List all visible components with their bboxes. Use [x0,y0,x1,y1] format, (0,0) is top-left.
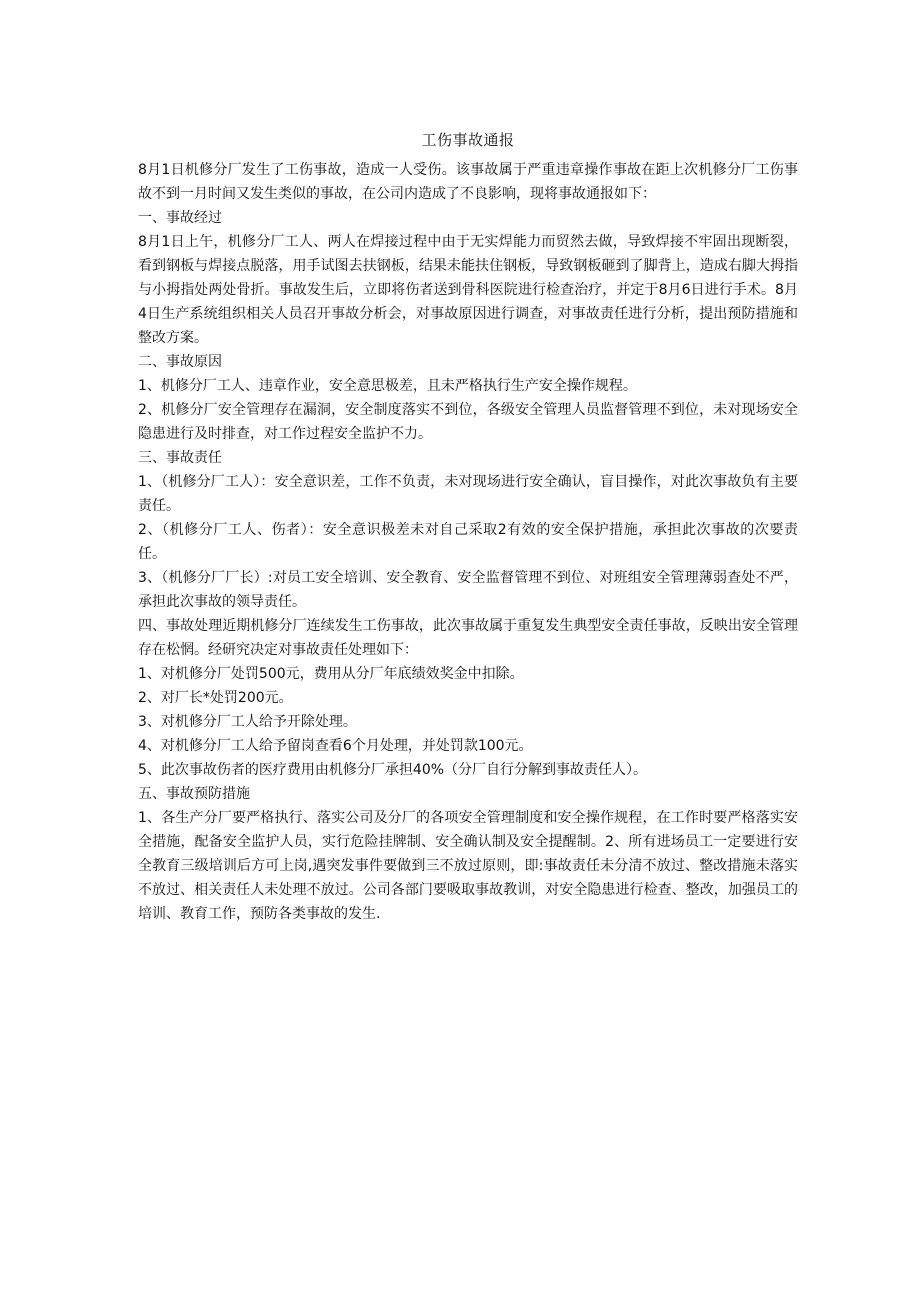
handling-item-4: 4、对机修分厂工人给予留岗查看6个月处理，并处罚款100元。 [138,738,533,754]
section-heading-accident-handling: 四、事故处理近期机修分厂连续发生工伤事故，此次事故属于重复发生典型安全责任事故，反映出安全管理存在松惘。经研究决定对事故责任处理如下： [138,618,798,658]
document-page [138,128,798,926]
handling-item-5: 5、此次事故伤者的医疗费用由机修分厂承担40%（分厂自行分解到事故责任人）。 [138,762,648,778]
section-heading-prevention: 五、事故预防措施 [138,786,250,802]
handling-item-2: 2、对厂长*处罚200元。 [138,690,293,706]
section-heading-accident-process: 一、事故经过 [138,210,222,226]
cause-item-1: 1、机修分厂工人、违章作业，安全意思极差，且未严格执行生产安全操作规程。 [138,378,637,394]
prevention-paragraph: 1、各生产分厂要严格执行、落实公司及分厂的各项安全管理制度和安全操作规程，在工作时要严格落实安全措施，配备安全监护人员，实行危险挂牌制、安全确认制及安全提醒制。2、所有进场员工一定要进行安全教育三级培训后方可上岗,遇突发事件要做到三不放过原则，即:事故责任未分清不放过、整改措施未落实不放过、相关责任人未处理不放过。公司各部门要吸取事故教训，对安全隐患进行检查、整改，加强员工的培训、教育工作，预防各类事故的发生. [138,810,798,922]
intro-paragraph: 8月1日机修分厂发生了工伤事故，造成一人受伤。该事故属于严重违章操作事故在距上次机修分厂工伤事故不到一月时间又发生类似的事故，在公司内造成了不良影响，现将事故通报如下： [138,162,798,202]
responsibility-item-2: 2、（机修分厂工人、伤者）：安全意识极差未对自己采取2有效的安全保护措施，承担此次事故的次要责任。 [138,522,798,562]
cause-item-2: 2、机修分厂安全管理存在漏洞，安全制度落实不到位，各级安全管理人员监督管理不到位，未对现场安全隐患进行及时排查，对工作过程安全监护不力。 [138,402,798,442]
handling-item-3: 3、对机修分厂工人给予开除处理。 [138,714,357,730]
document-title: 工伤事故通报 [421,131,515,149]
handling-item-1: 1、对机修分厂处罚500元，费用从分厂年底绩效奖金中扣除。 [138,666,524,682]
section-heading-accident-cause: 二、事故原因 [138,354,222,370]
section-heading-accident-responsibility: 三、事故责任 [138,450,222,466]
responsibility-item-3: 3、（机修分厂厂长）:对员工安全培训、安全教育、安全监督管理不到位、对班组安全管理薄弱查处不严，承担此次事故的领导责任。 [138,570,798,610]
accident-process-paragraph: 8月1日上午，机修分厂工人、两人在焊接过程中由于无实焊能力而贸然去做，导致焊接不牢固出现断裂，看到钢板与焊接点脱落，用手试图去扶钢板，结果未能扶住钢板，导致钢板砸到了脚背上，造成右脚大拇指与小拇指处两处骨折。事故发生后，立即将伤者送到骨科医院进行检查治疗，并定于8月6日进行手术。8月4日生产系统组织相关人员召开事故分析会，对事故原因进行调查，对事故责任进行分析，提出预防措施和整改方案。 [138,234,798,346]
responsibility-item-1: 1、（机修分厂工人）：安全意识差，工作不负责，未对现场进行安全确认，盲目操作，对此次事故负有主要责任。 [138,474,798,514]
